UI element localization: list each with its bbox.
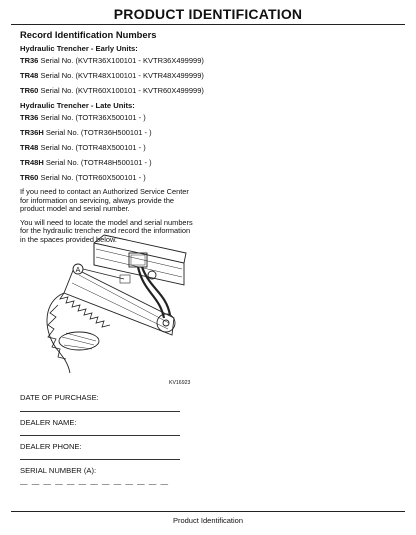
- late-unit-row: [20, 113, 405, 122]
- early-unit-row: [20, 86, 405, 95]
- late-unit-row: [20, 143, 405, 152]
- figure-code: KV16923: [169, 380, 191, 386]
- early-unit-row: [20, 56, 405, 65]
- dealer-name-label: DEALER NAME:: [20, 418, 77, 427]
- model-label: TR60: [20, 173, 39, 182]
- late-unit-row: [20, 158, 405, 167]
- model-label: TR48: [20, 71, 39, 80]
- late-units-heading: Hydraulic Trencher - Late Units:: [20, 101, 135, 110]
- model-label: TR48H: [20, 158, 44, 167]
- serial-range: Serial No. (KVTR60X100101 - KVTR60X499999): [40, 86, 204, 95]
- record-instructions-paragraph: You will need to locate the model and serial numbers for the hydraulic trencher and record the information in the spaces provided below.: [20, 217, 193, 244]
- serial-range: Serial No. (TOTR48H500101 - ): [45, 158, 152, 167]
- dealer-name-field[interactable]: [20, 435, 180, 436]
- header-rule: [11, 24, 405, 25]
- serial-range: Serial No. (TOTR36X500101 - ): [40, 113, 146, 122]
- dealer-phone-field[interactable]: [20, 459, 180, 460]
- serial-range: Serial No. (KVTR36X100101 - KVTR36X499999): [40, 56, 204, 65]
- early-units-heading: Hydraulic Trencher - Early Units:: [20, 44, 138, 53]
- content-column: [20, 29, 405, 250]
- model-label: TR60: [20, 86, 39, 95]
- late-unit-row: [20, 128, 405, 137]
- serial-range: Serial No. (TOTR48X500101 - ): [40, 143, 146, 152]
- trencher-illustration: [34, 223, 194, 388]
- footer-rule: [11, 511, 405, 512]
- model-label: TR36: [20, 56, 39, 65]
- model-label: TR36H: [20, 128, 44, 137]
- date-of-purchase-field[interactable]: [20, 411, 180, 412]
- page-footer: Product Identification: [172, 516, 244, 525]
- model-label: TR48: [20, 143, 39, 152]
- serial-range: Serial No. (TOTR36H500101 - ): [45, 128, 152, 137]
- callout-label: A: [75, 267, 81, 274]
- section-title: Record Identification Numbers: [20, 29, 157, 40]
- serial-number-label: SERIAL NUMBER (A):: [20, 466, 97, 475]
- dealer-phone-label: DEALER PHONE:: [20, 442, 82, 451]
- serial-range: Serial No. (KVTR48X100101 - KVTR48X499999): [40, 71, 204, 80]
- late-unit-row: [20, 173, 405, 182]
- serial-number-field[interactable]: — — — — — — — — — — — — —: [20, 479, 170, 488]
- service-contact-paragraph: If you need to contact an Authorized Service Center for information on servicing, always provide the product model and serial number.: [20, 187, 189, 214]
- page-title: PRODUCT IDENTIFICATION: [113, 6, 303, 22]
- date-of-purchase-label: DATE OF PURCHASE:: [20, 393, 99, 402]
- early-unit-row: [20, 71, 405, 80]
- model-label: TR36: [20, 113, 39, 122]
- serial-range: Serial No. (TOTR60X500101 - ): [40, 173, 146, 182]
